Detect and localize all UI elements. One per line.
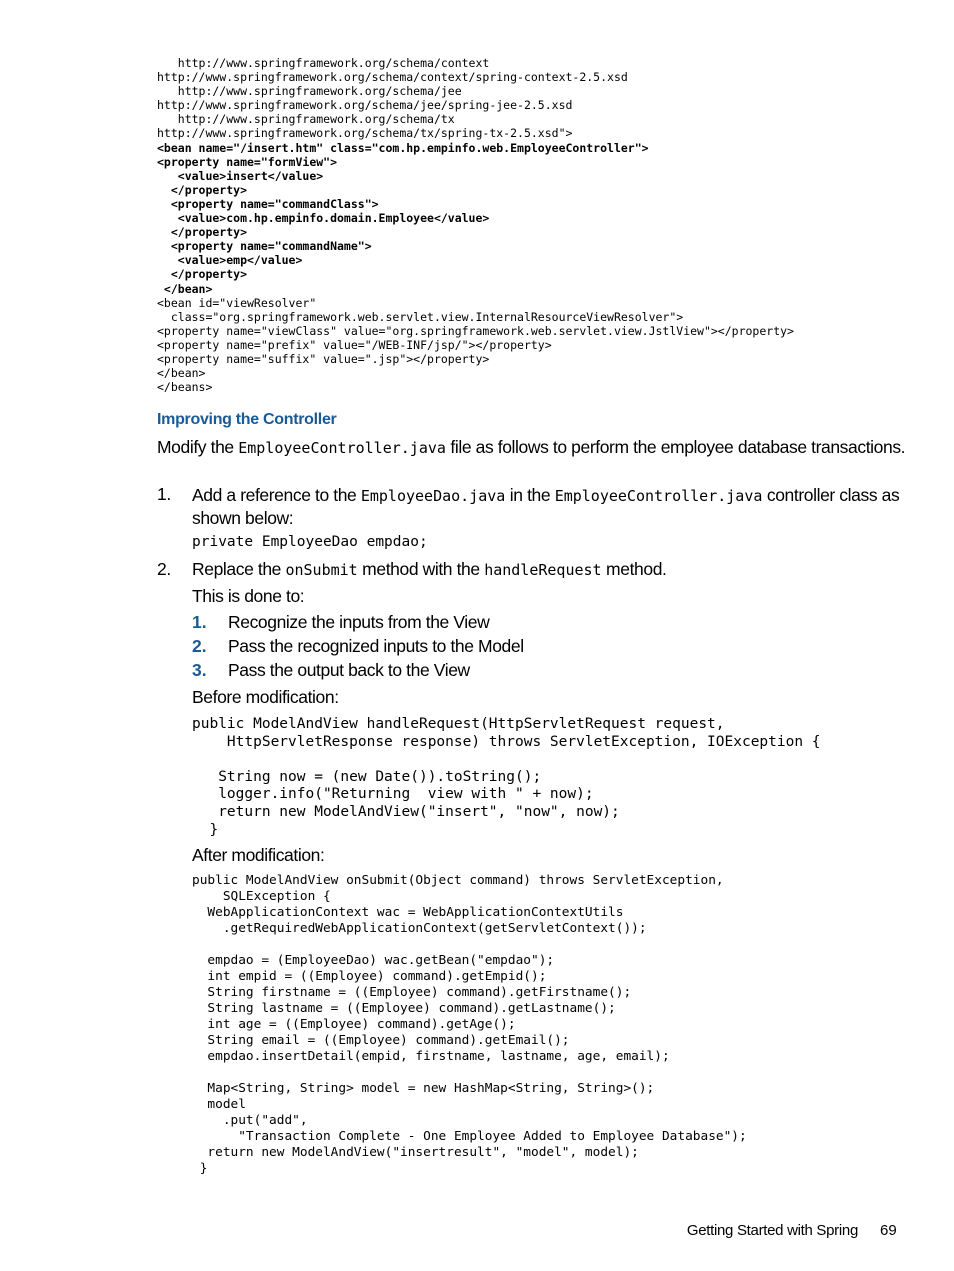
xml-line: class="org.springframework.web.servlet.view.InternalResourceViewResolver"> [157,309,684,324]
step-2-text [192,559,667,580]
intro-paragraph [157,436,917,460]
xml-line: <property name="formView"> [157,154,338,169]
xml-line: </property> [157,225,248,240]
step-2-text-a: Replace the [192,559,286,579]
xml-line: http://www.springframework.org/schema/jee [157,84,462,99]
step-1-text-c: controller class as shown below: [192,485,900,528]
xml-line: http://www.springframework.org/schema/tx [157,112,455,127]
xml-line: <bean id="viewResolver" [157,295,317,310]
step-1-text-a: Add a reference to the [192,485,361,505]
step-2-text-c: method. [601,559,667,579]
step-1-code-a: EmployeeDao.java [360,487,506,505]
substep-2-text: Pass the recognized inputs to the Model [228,636,524,656]
substep-3-number: 3. [192,660,207,680]
intro-text-start: Modify the [157,437,239,457]
xml-line: <property name="commandClass"> [157,196,379,211]
xml-config-code-block [157,56,794,394]
step-2-text-b: method with the [357,559,485,579]
footer-title: Getting Started with Spring [686,1222,858,1239]
xml-line: <value>com.hp.empinfo.domain.Employee</value> [157,211,490,226]
substep-3-text: Pass the output back to the View [228,660,470,680]
xml-line: </property> [157,267,248,282]
page-number: 69 [880,1222,897,1239]
intro-filename: EmployeeController.java [238,439,446,457]
done-to-label: This is done to: [192,586,305,606]
step-1-code-snippet: private EmployeeDao empdao; [192,534,428,550]
step-2-number: 2. [157,559,171,579]
substep-2-number: 2. [192,636,207,656]
xml-line: <value>emp</value> [157,253,303,268]
xml-line: http://www.springframework.org/schema/tx/spring-tx-2.5.xsd"> [157,126,573,141]
after-modification-code: public ModelAndView onSubmit(Object command) throws ServletException, SQLException { WebApplicationContext wac = WebApplicationContextUtils .getRequiredWebApplicationContext(getServletContext()); empdao = (EmployeeDao) wac.getBean("empdao"); int empid = ((Employee) command).getEmpid(); String firstname = ((Employee) command).getFirstname(); String lastname = ((Employee) command).getLastname(); int age = ((Employee) command).getAge(); String email = ((Employee) command).getEmail(); empdao.insertDetail(empid, firstname, lastname, age, email); Map<String, String> model = new HashMap<String, String>(); model .put("add", "Transaction Complete - One Employee Added to Employee Database"); return new ModelAndView("insertresult", "model", model); } [192,873,747,1176]
xml-line: <value>insert</value> [157,168,324,183]
xml-line: http://www.springframework.org/schema/context [157,56,490,70]
xml-line: </beans> [157,380,213,395]
xml-line: http://www.springframework.org/schema/context/spring-context-2.5.xsd [157,70,628,85]
xml-line: <property name="prefix" value="/WEB-INF/jsp/"></property> [157,337,552,352]
xml-line: <property name="suffix" value=".jsp"></property> [157,351,490,366]
intro-text-end: file as follows to perform the employee database transactions. [445,437,906,457]
xml-line: <property name="viewClass" value="org.springframework.web.servlet.view.JstlView"></property> [157,323,794,338]
step-1-code-b: EmployeeController.java [554,487,763,505]
after-modification-label: After modification: [192,845,325,865]
before-modification-code: public ModelAndView handleRequest(HttpServletRequest request, HttpServletResponse response) throws ServletException, IOException { String now = (new Date()).toString(); logger.info("Returning view with " + now); return new ModelAndView("insert", "now", now); } [192,716,821,838]
xml-line: <property name="commandName"> [157,239,372,254]
substep-1-text: Recognize the inputs from the View [228,612,490,632]
before-modification-label: Before modification: [192,687,339,707]
substep-1-number: 1. [192,612,207,632]
step-1-text-b: in the [505,485,555,505]
xml-line: </property> [157,182,248,197]
xml-line: http://www.springframework.org/schema/jee/spring-jee-2.5.xsd [157,98,573,113]
step-2-code-a: onSubmit [285,561,358,579]
step-1-number: 1. [157,484,171,504]
xml-line: </bean> [157,366,206,381]
step-2-code-b: handleRequest [484,561,602,579]
xml-line: <bean name="/insert.htm" class="com.hp.empinfo.web.EmployeeController"> [157,140,649,155]
section-heading: Improving the Controller [157,411,337,428]
xml-line: </bean> [157,281,213,296]
step-1-text [192,484,912,529]
